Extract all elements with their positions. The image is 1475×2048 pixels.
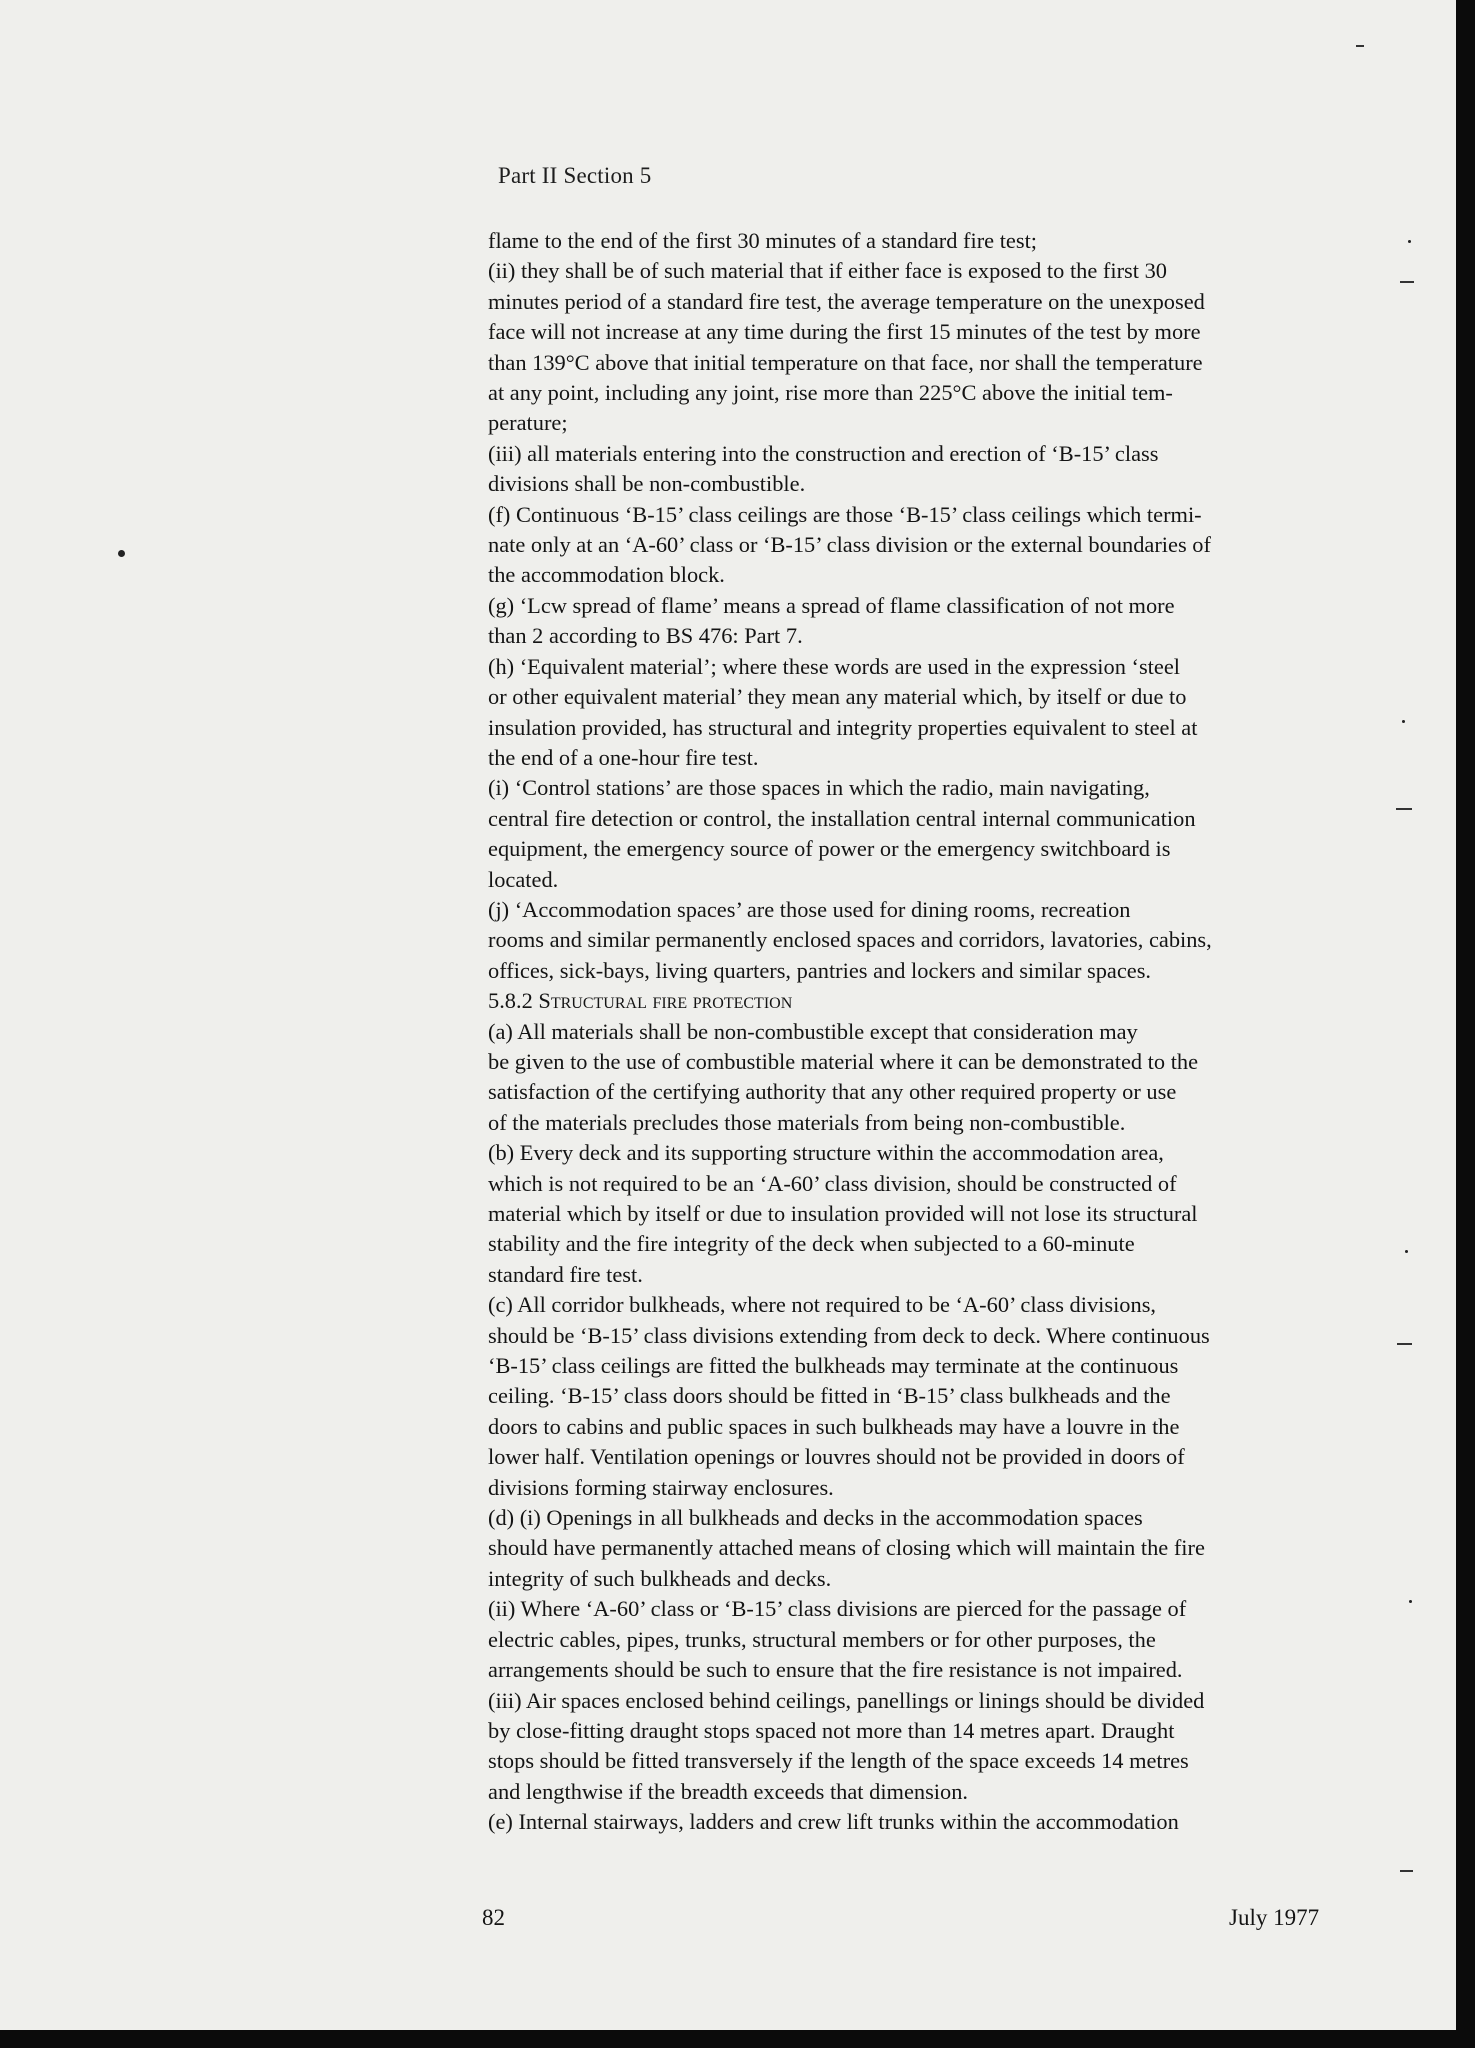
text-line: satisfaction of the certifying authority that any other required property or use	[488, 1079, 1177, 1105]
text-line: (j) ‘Accommodation spaces’ are those used for dining rooms, recreation	[488, 896, 1131, 922]
text-line: (e) Internal stairways, ladders and crew lift trunks within the accommodation	[488, 1809, 1179, 1835]
scan-mark	[1400, 281, 1414, 283]
text-line: and lengthwise if the breadth exceeds that dimension.	[488, 1778, 969, 1804]
text-line: the end of a one-hour fire test.	[488, 744, 759, 770]
text-line: which is not required to be an ‘A-60’ class division, should be constructed of	[488, 1170, 1177, 1196]
text-line: (b) Every deck and its supporting structure within the accommodation area,	[488, 1140, 1164, 1166]
scan-speck	[118, 550, 125, 557]
text-line: should have permanently attached means of closing which will maintain the fire	[488, 1535, 1205, 1561]
text-block-definitions	[488, 226, 1340, 986]
text-line: than 139°C above that initial temperature on that face, nor shall the temperature	[488, 349, 1203, 375]
text-line: minutes period of a standard fire test, the average temperature on the unexposed	[488, 288, 1205, 314]
text-line: equipment, the emergency source of power or the emergency switchboard is	[488, 836, 1171, 862]
text-line: (ii) they shall be of such material that if either face is exposed to the first 30	[488, 258, 1167, 284]
text-line: (h) ‘Equivalent material’; where these words are used in the expression ‘steel	[488, 653, 1180, 679]
text-line: arrangements should be such to ensure that the fire resistance is not impaired.	[488, 1657, 1183, 1683]
text-line: face will not increase at any time during the first 15 minutes of the test by more	[488, 319, 1201, 345]
text-line: doors to cabins and public spaces in such bulkheads may have a louvre in the	[488, 1413, 1180, 1439]
text-line: central fire detection or control, the installation central internal communication	[488, 805, 1196, 831]
text-line: standard fire test.	[488, 1261, 643, 1287]
text-line: lower half. Ventilation openings or louvres should not be provided in doors of	[488, 1444, 1185, 1470]
text-line: integrity of such bulkheads and decks.	[488, 1565, 832, 1591]
text-line: divisions forming stairway enclosures.	[488, 1474, 834, 1500]
text-line: located.	[488, 866, 559, 892]
text-line: (d) (i) Openings in all bulkheads and decks in the accommodation spaces	[488, 1505, 1143, 1531]
section-heading	[488, 986, 1340, 1016]
text-line: or other equivalent material’ they mean any material which, by itself or due to	[488, 684, 1187, 710]
scan-speck	[1405, 1250, 1408, 1253]
text-line: stability and the fire integrity of the deck when subjected to a 60-minute	[488, 1231, 1135, 1257]
text-line: (iii) Air spaces enclosed behind ceilings, panellings or linings should be divided	[488, 1687, 1205, 1713]
text-line: (g) ‘Lcw spread of flame’ means a spread of flame classification of not more	[488, 592, 1175, 618]
text-line: divisions shall be non-combustible.	[488, 471, 806, 497]
text-block-structural-fire-protection	[488, 1017, 1340, 1838]
footer-date: July 1977	[1229, 1905, 1320, 1930]
text-line: of the materials precludes those materials from being non-combustible.	[488, 1109, 1126, 1135]
scan-mark	[1396, 808, 1412, 810]
body-text	[488, 226, 1340, 1838]
section-title: Structural fire protection	[538, 988, 793, 1014]
text-line: (a) All materials shall be non-combustible except that consideration may	[488, 1018, 1138, 1044]
text-line: material which by itself or due to insulation provided will not lose its structural	[488, 1201, 1198, 1226]
text-line: nate only at an ‘A-60’ class or ‘B-15’ class division or the external boundaries of	[488, 532, 1211, 558]
text-line: be given to the use of combustible material where it can be demonstrated to the	[488, 1048, 1199, 1074]
page-number: 82	[482, 1905, 505, 1930]
text-line: the accommodation block.	[488, 562, 725, 588]
scan-speck	[1402, 720, 1405, 723]
text-line: (ii) Where ‘A-60’ class or ‘B-15’ class divisions are pierced for the passage of	[488, 1596, 1187, 1622]
text-line: flame to the end of the first 30 minutes of a standard fire test;	[488, 228, 1038, 253]
text-line: stops should be fitted transversely if the length of the space exceeds 14 metres	[488, 1748, 1189, 1774]
text-line: perature;	[488, 410, 568, 436]
scan-speck	[1408, 240, 1411, 243]
scan-speck	[1409, 1600, 1412, 1603]
text-line: insulation provided, has structural and integrity properties equivalent to steel at	[488, 714, 1198, 740]
text-line: (iii) all materials entering into the construction and erection of ‘B-15’ class	[488, 440, 1159, 466]
text-line: should be ‘B-15’ class divisions extending from deck to deck. Where continuous	[488, 1322, 1210, 1348]
scan-mark	[1400, 1870, 1413, 1872]
text-line: (i) ‘Control stations’ are those spaces in which the radio, main navigating,	[488, 775, 1150, 801]
text-line: at any point, including any joint, rise more than 225°C above the initial tem-	[488, 380, 1173, 406]
text-line: ‘B-15’ class ceilings are fitted the bulkheads may terminate at the continuous	[488, 1353, 1179, 1379]
scan-mark	[1397, 1343, 1412, 1345]
text-line: (f) Continuous ‘B-15’ class ceilings are those ‘B-15’ class ceilings which termi-	[488, 501, 1202, 527]
text-line: (c) All corridor bulkheads, where not required to be ‘A-60’ class divisions,	[488, 1292, 1157, 1318]
running-header: Part II Section 5	[498, 163, 652, 188]
scan-mark	[1356, 45, 1364, 47]
text-line: than 2 according to BS 476: Part 7.	[488, 623, 803, 649]
text-line: offices, sick-bays, living quarters, pantries and lockers and similar spaces.	[488, 957, 1152, 983]
text-line: rooms and similar permanently enclosed spaces and corridors, lavatories, cabins,	[488, 927, 1212, 953]
text-line: ceiling. ‘B-15’ class doors should be fitted in ‘B-15’ class bulkheads and the	[488, 1383, 1171, 1409]
text-line: electric cables, pipes, trunks, structural members or for other purposes, the	[488, 1626, 1156, 1652]
section-number: 5.8.2	[488, 988, 533, 1014]
text-line: by close-fitting draught stops spaced not more than 14 metres apart. Draught	[488, 1717, 1175, 1743]
